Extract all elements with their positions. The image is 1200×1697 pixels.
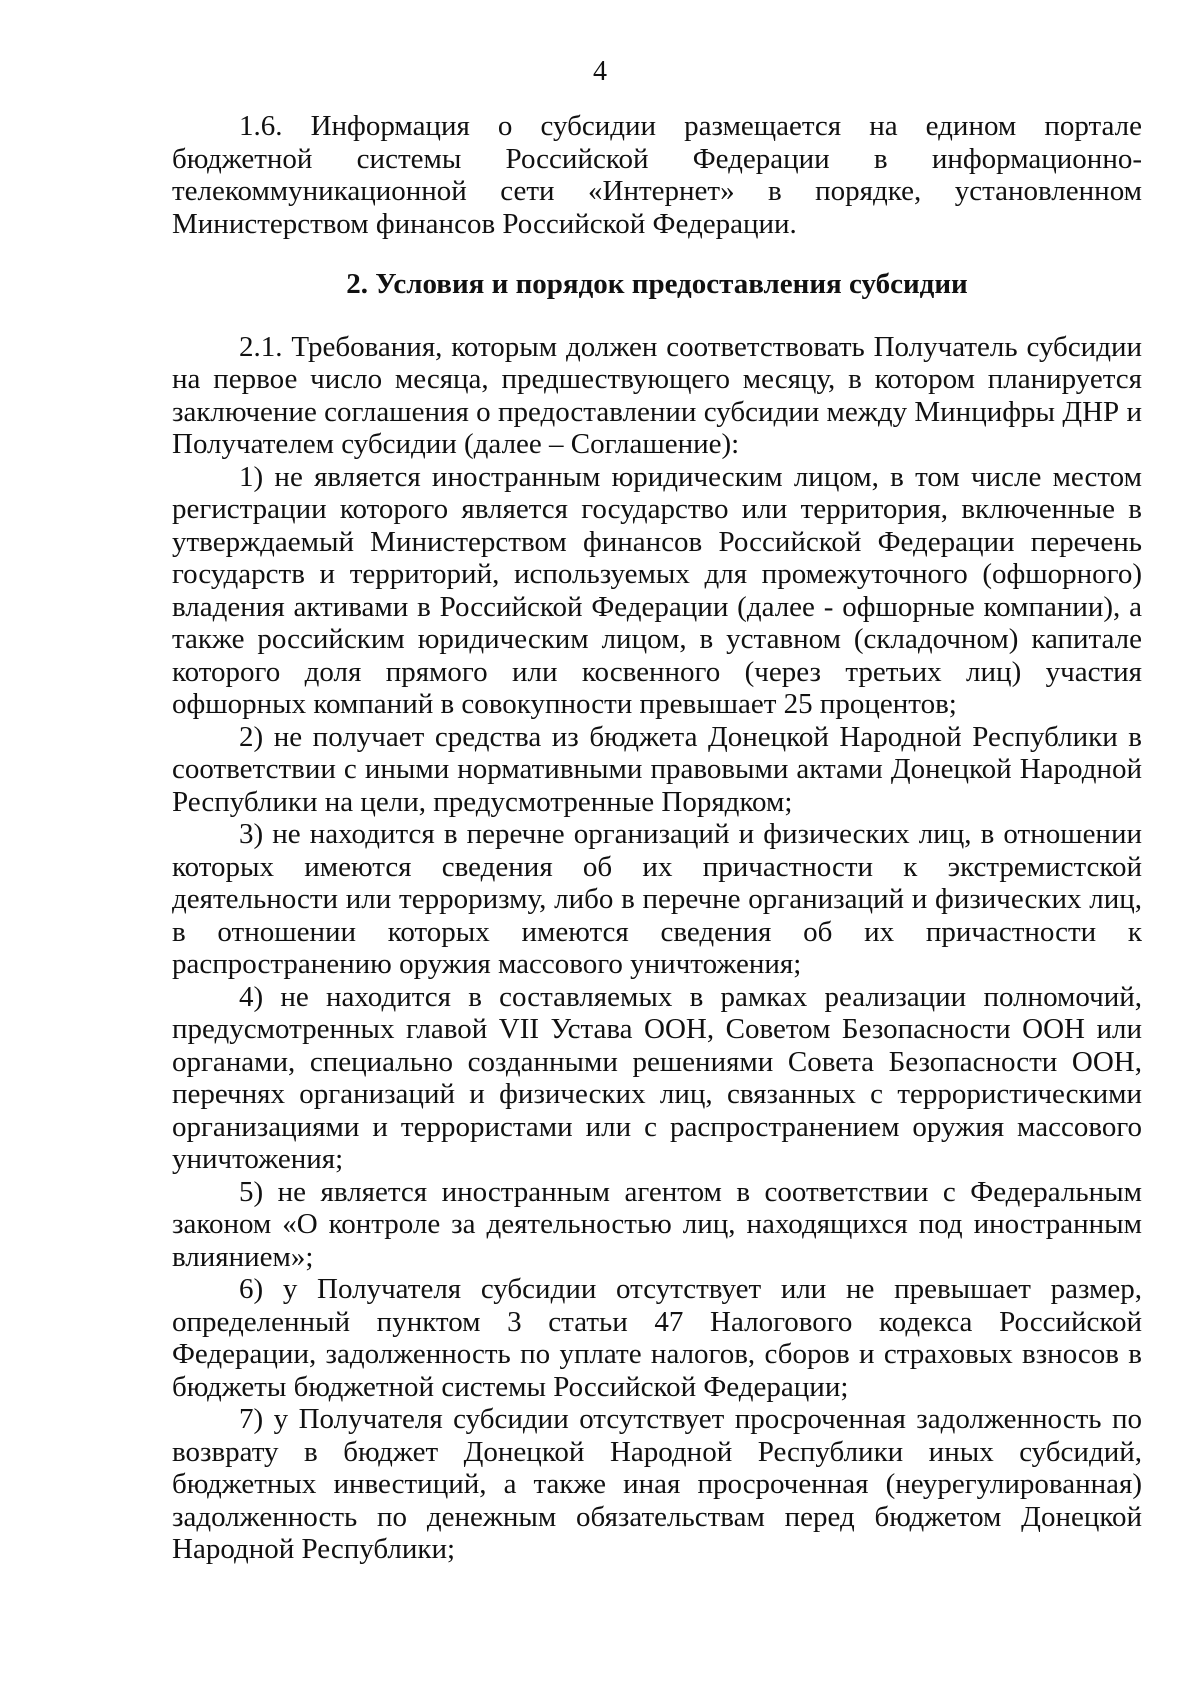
list-item-6: 6) у Получателя субсидии отсутствует или не превышает размер, определенный пунктом 3 статьи 47 Налогового кодекса Российской Федерации, задолженность по уплате налогов, сборов и страховых взносов в бюджеты бюджетной системы Российской Федерации; [172, 1273, 1142, 1403]
list-item-1: 1) не является иностранным юридическим лицом, в том числе местом регистрации которого является государство или территория, включенные в утверждаемый Министерством финансов Российской Федерации перечень государств и территорий, используемых для промежуточного (офшорного) владения активами в Российской Федерации (далее - офшорные компании), а также российским юридическим лицом, в уставном (складочном) капитале которого доля прямого или косвенного (через третьих лиц) участия офшорных компаний в совокупности превышает 25 процентов; [172, 460, 1142, 720]
document-body [172, 110, 1142, 1566]
list-item-3: 3) не находится в перечне организаций и физических лиц, в отношении которых имеются сведения об их причастности к экстремистской деятельности или терроризму, либо в перечне организаций и физических лиц, в отношении которых имеются сведения об их причастности к распространению оружия массового уничтожения; [172, 818, 1142, 980]
paragraph-2-1: 2.1. Требования, которым должен соответствовать Получатель субсидии на первое число месяца, предшествующего месяцу, в котором планируется заключение соглашения о предоставлении субсидии между Минцифры ДНР и Получателем субсидии (далее – Соглашение): [172, 330, 1142, 460]
list-item-7: 7) у Получателя субсидии отсутствует просроченная задолженность по возврату в бюджет Донецкой Народной Республики иных субсидий, бюджетных инвестиций, а также иная просроченная (неурегулированная) задолженность по денежным обязательствам перед бюджетом Донецкой Народной Республики; [172, 1403, 1142, 1565]
list-item-4: 4) не находится в составляемых в рамках реализации полномочий, предусмотренных главой VII Устава ООН, Советом Безопасности ООН или органами, специально созданными решениями Совета Безопасности ООН, перечнях организаций и физических лиц, связанных с террористическими организациями и террористами или с распространением оружия массового уничтожения; [172, 980, 1142, 1175]
paragraph-1-6: 1.6. Информация о субсидии размещается на едином портале бюджетной системы Российской Федерации в информационно-телекоммуникационной сети «Интернет» в порядке, установленном Министерством финансов Российской Федерации. [172, 110, 1142, 240]
list-item-5: 5) не является иностранным агентом в соответствии с Федеральным законом «О контроле за деятельностью лиц, находящихся под иностранным влиянием»; [172, 1175, 1142, 1273]
page-number: 4 [593, 56, 607, 87]
list-item-2: 2) не получает средства из бюджета Донецкой Народной Республики в соответствии с иными нормативными правовыми актами Донецкой Народной Республики на цели, предусмотренные Порядком; [172, 720, 1142, 818]
section-heading: 2. Условия и порядок предоставления субсидии [346, 268, 968, 300]
